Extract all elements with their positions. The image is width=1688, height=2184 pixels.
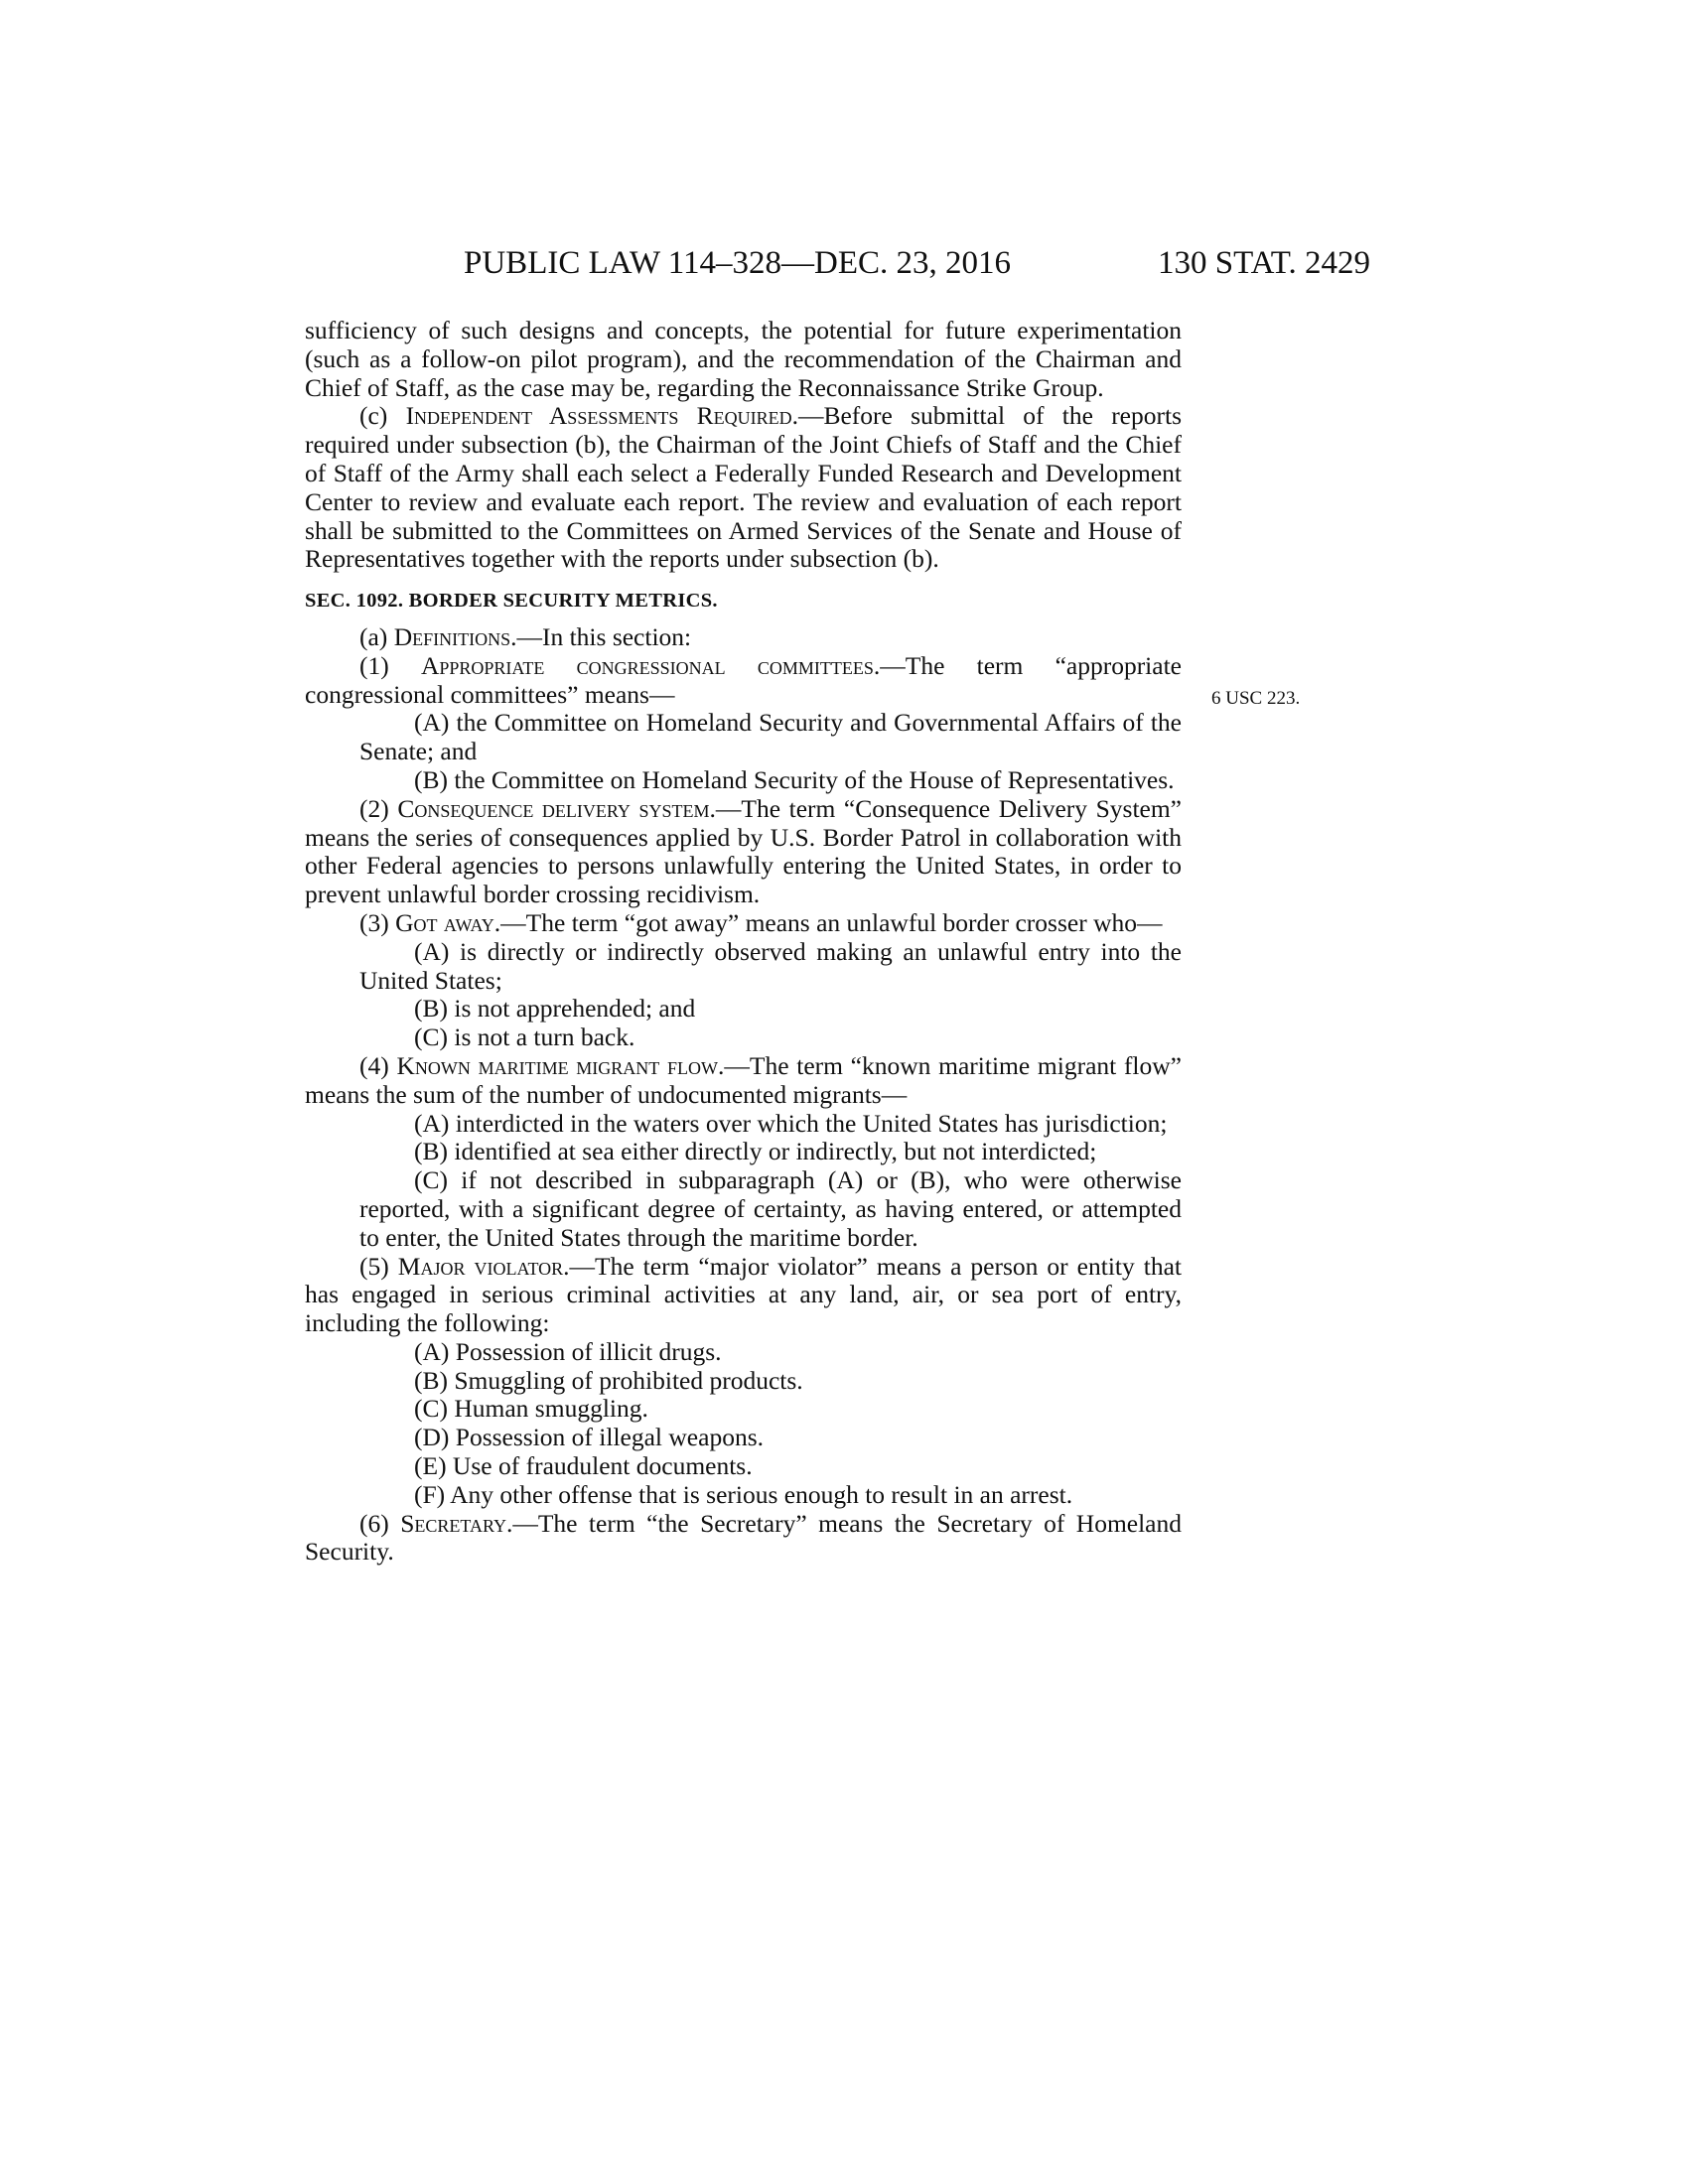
definition-label: (1) xyxy=(359,650,421,680)
definition-4 xyxy=(305,1052,1182,1110)
definition-heading: Known maritime migrant flow xyxy=(396,1050,718,1080)
subsection-c xyxy=(305,402,1182,574)
subsection-heading: Independent Assessments Required xyxy=(405,401,792,431)
definition-4-A: (A) interdicted in the waters over which the United States has jurisdiction; xyxy=(414,1108,1168,1138)
definition-1-B: (B) the Committee on Homeland Security of the House of Representatives. xyxy=(414,764,1175,794)
subsection-text: .—Before submittal of the reports required under subsection (b), the Chairman of the Joint Chiefs of Staff and the Chief of Staff of the Army shall each select a Federally Funded Research and Development Center to review and evaluate each report. The review and evaluation of each report shall be submitted to the Committees on Armed Services of the Senate and House of Representatives together with the reports under subsection (b). xyxy=(305,401,1182,574)
definition-1-A: (A) the Committee on Homeland Security and Governmental Affairs of the Senate; and xyxy=(359,708,1182,766)
definition-2 xyxy=(305,795,1182,909)
margin-note: 6 USC 223. xyxy=(1211,688,1301,709)
definition-3-C: (C) is not a turn back. xyxy=(414,1023,635,1052)
definition-text: .—The term “known maritime migrant flow” means the sum of the number of undocumented migrants— xyxy=(305,1050,1182,1109)
definition-4-B: (B) identified at sea either directly or indirectly, but not interdicted; xyxy=(414,1137,1097,1166)
definition-5-A: (A) Possession of illicit drugs. xyxy=(414,1336,722,1366)
definition-5-D: (D) Possession of illegal weapons. xyxy=(414,1423,764,1452)
definition-5 xyxy=(305,1253,1182,1338)
definition-text: .—The term “appropriate congressional committees” means— xyxy=(305,650,1182,709)
definition-5-E: (E) Use of fraudulent documents. xyxy=(414,1451,753,1481)
definition-label: (5) xyxy=(359,1251,398,1281)
definition-5-B: (B) Smuggling of prohibited products. xyxy=(414,1365,803,1395)
definition-heading: Appropriate congressional committees xyxy=(420,650,874,680)
definition-4-C: (C) if not described in subparagraph (A) or (B), who were otherwise reported, with a significant degree of certainty, as having entered, or attempted to enter, the United States through the maritime border. xyxy=(359,1165,1182,1252)
section-heading: SEC. 1092. BORDER SECURITY METRICS. xyxy=(305,590,718,613)
definition-label: (6) xyxy=(359,1508,401,1538)
definition-3 xyxy=(305,909,1182,938)
subsection-heading: Definitions xyxy=(393,621,511,651)
definition-heading: Got away xyxy=(395,907,494,937)
definition-heading: Consequence delivery system xyxy=(397,793,710,823)
definition-text: .—The term “major violator” means a person or entity that has engaged in serious criminal activities at any land, air, or sea port of entry, including the following: xyxy=(305,1251,1182,1338)
definition-label: (3) xyxy=(359,907,396,937)
definition-label: (2) xyxy=(359,793,398,823)
definition-1 xyxy=(305,652,1182,710)
definition-5-C: (C) Human smuggling. xyxy=(414,1394,648,1424)
running-header: PUBLIC LAW 114–328—DEC. 23, 2016 xyxy=(464,245,1012,281)
subsection-a xyxy=(305,623,1182,652)
definition-text: .—The term “Consequence Delivery System” means the series of consequences applied by U.S. Border Patrol in collaboration with other Federal agencies to persons unlawfully entering the United States, in order to prevent unlawful border crossing recidivism. xyxy=(305,793,1182,909)
paragraph-continuation: sufficiency of such designs and concepts, the potential for future experimentation (such as a follow-on pilot program), and the recommendation of the Chairman and Chief of Staff, as the case may be, regarding the Reconnaissance Strike Group. xyxy=(305,316,1182,402)
definition-5-F: (F) Any other offense that is serious enough to result in an arrest. xyxy=(414,1479,1073,1509)
subsection-label: (a) xyxy=(359,621,394,651)
definition-label: (4) xyxy=(359,1050,397,1080)
definition-3-B: (B) is not apprehended; and xyxy=(414,994,696,1024)
subsection-text: .—In this section: xyxy=(510,621,692,651)
definition-heading: Secretary xyxy=(400,1508,506,1538)
document-body xyxy=(305,317,1182,1567)
definition-6 xyxy=(305,1510,1182,1568)
definition-text: .—The term “got away” means an unlawful border crosser who— xyxy=(493,907,1163,937)
definition-3-A: (A) is directly or indirectly observed making an unlawful entry into the United States; xyxy=(359,936,1182,995)
page-number: 130 STAT. 2429 xyxy=(1158,245,1371,281)
subsection-label: (c) xyxy=(359,401,406,431)
definition-text: .—The term “the Secretary” means the Secretary of Homeland Security. xyxy=(305,1508,1183,1567)
definition-heading: Major violator xyxy=(397,1251,564,1281)
